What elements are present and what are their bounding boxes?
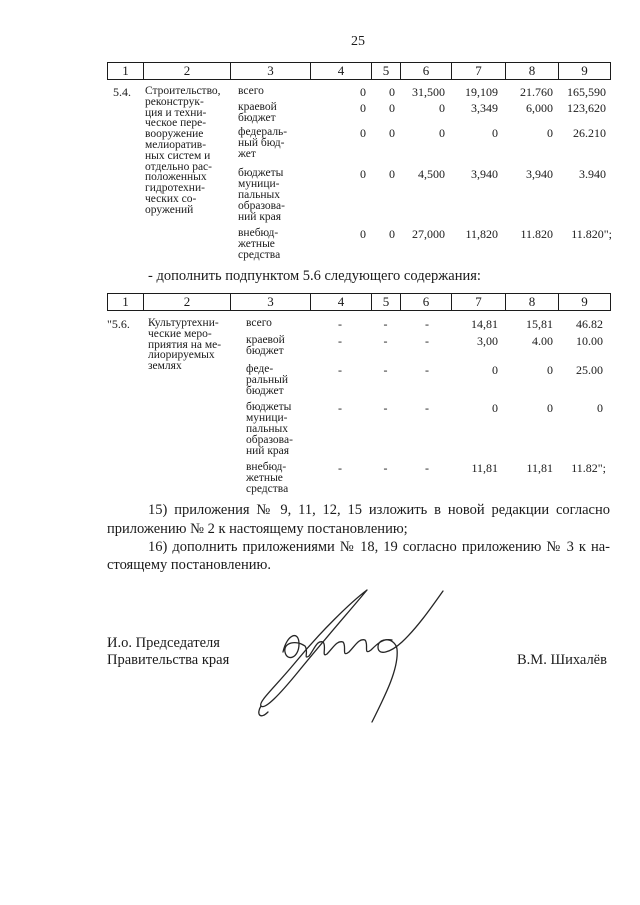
value-col-5: -	[383, 461, 388, 475]
table-row	[0, 167, 640, 223]
signature-stroke	[259, 706, 268, 716]
value-col-4: 0	[360, 167, 366, 181]
value-col-5: 0	[389, 126, 395, 140]
value-col-8: 11.820	[520, 227, 553, 241]
table-header-cell: 8	[506, 294, 559, 310]
table-row	[0, 363, 640, 397]
value-col-4: 0	[360, 227, 366, 241]
table-header-cell: 1	[108, 63, 144, 79]
funding-source-label: внебюд- жетные средства	[238, 227, 281, 261]
value-col-8: 3,940	[526, 167, 553, 181]
funding-source-label: федераль- ный бюд- жет	[238, 126, 288, 160]
value-col-6: 27,000	[412, 227, 445, 241]
funding-source-label: феде- ральный бюджет	[246, 363, 288, 397]
value-col-5: -	[383, 401, 388, 415]
value-col-5: 0	[389, 85, 395, 99]
table-header-cell: 4	[311, 63, 372, 79]
funding-source-label: бюджеты муници- пальных образова- ний края	[246, 401, 293, 457]
value-col-6: 0	[439, 101, 445, 115]
value-col-7: 3,940	[471, 167, 498, 181]
value-col-4: 0	[360, 85, 366, 99]
value-col-6: -	[425, 461, 429, 475]
value-col-4: -	[338, 334, 342, 348]
page-number: 25	[351, 34, 365, 49]
value-col-6: 4,500	[418, 167, 445, 181]
signature	[250, 580, 450, 730]
signatory-position: И.о. Председателя	[107, 635, 220, 651]
table-row	[0, 86, 640, 98]
funding-source-label: внебюд- жетные средства	[246, 461, 289, 495]
table-header-cell: 2	[144, 63, 231, 79]
measure-name: Культуртехни- ческие меро- приятия на ме- лиорируемых землях	[148, 317, 222, 373]
value-col-8: 6,000	[526, 101, 553, 115]
value-col-9: 11.82";	[571, 461, 606, 475]
value-col-9: 165,590	[567, 85, 606, 99]
value-col-9: 26.210	[573, 126, 606, 140]
table-header-cell: 5	[372, 63, 401, 79]
paragraph-line: приложению № 2 к настоящему постановлению;	[107, 521, 408, 537]
value-col-5: -	[383, 317, 388, 331]
value-col-9: 3.940	[579, 167, 606, 181]
signatory-position: Правительства края	[107, 652, 230, 668]
table-header-cell: 7	[452, 294, 506, 310]
table-header-cell: 3	[231, 63, 311, 79]
table-header-cell: 4	[311, 294, 372, 310]
value-col-8: 15,81	[526, 317, 553, 331]
table-header-row	[107, 293, 611, 311]
signature-stroke	[283, 636, 392, 658]
table-header-cell: 7	[452, 63, 506, 79]
funding-source-label: всего	[238, 85, 264, 97]
value-col-5: -	[383, 334, 388, 348]
table-header-cell: 2	[144, 294, 231, 310]
table-header-cell: 8	[506, 63, 559, 79]
value-col-9: 0	[597, 401, 603, 415]
signatory-name: В.М. Шихалёв	[517, 652, 607, 668]
value-col-4: 0	[360, 126, 366, 140]
table-row	[0, 318, 640, 330]
paragraph-line: 16) дополнить приложениями № 18, 19 согласно приложению № 3 к на-	[148, 539, 610, 555]
table-row	[0, 401, 640, 457]
value-col-5: 0	[389, 167, 395, 181]
table-row	[0, 334, 640, 357]
table-header-cell: 5	[372, 294, 401, 310]
item-number: 5.4.	[113, 85, 131, 99]
value-col-8: 0	[547, 363, 553, 377]
funding-source-label: всего	[246, 317, 272, 329]
paragraph-line: стоящему постановлению.	[107, 557, 271, 573]
item-number: "5.6.	[107, 317, 130, 331]
value-col-6: -	[425, 317, 429, 331]
amendment-note: - дополнить подпунктом 5.6 следующего содержания:	[148, 268, 481, 284]
value-col-7: 11,820	[465, 227, 498, 241]
table-row	[0, 227, 640, 261]
value-col-5: -	[383, 363, 388, 377]
table-header-cell: 6	[401, 63, 452, 79]
value-col-4: -	[338, 363, 342, 377]
value-col-7: 0	[492, 126, 498, 140]
value-col-7: 0	[492, 363, 498, 377]
table-header-cell: 6	[401, 294, 452, 310]
value-col-7: 19,109	[465, 85, 498, 99]
value-col-9: 25.00	[576, 363, 603, 377]
value-col-6: 31,500	[412, 85, 445, 99]
table-header-cell: 9	[581, 294, 588, 309]
value-col-5: 0	[389, 101, 395, 115]
table-header-cell: 3	[231, 294, 311, 310]
value-col-7: 14,81	[471, 317, 498, 331]
value-col-7: 3,00	[477, 334, 498, 348]
value-col-6: -	[425, 363, 429, 377]
table-header-row	[107, 62, 611, 80]
measure-name: Строительство, реконструк- ция и техни- ческое пере- вооружение мелиоратив- ных систем и отдельно рас- положенных гидротехни- ческих со- оружений	[145, 85, 221, 216]
value-col-7: 11,81	[471, 461, 498, 475]
value-col-9: 11.820";	[571, 227, 612, 241]
table-row	[0, 126, 640, 160]
table-row	[0, 461, 640, 495]
value-col-6: -	[425, 401, 429, 415]
table-header-cell: 1	[108, 294, 144, 310]
value-col-7: 0	[492, 401, 498, 415]
value-col-4: 0	[360, 101, 366, 115]
value-col-6: 0	[439, 126, 445, 140]
value-col-8: 11,81	[526, 461, 553, 475]
table-header-cell: 9	[581, 63, 588, 78]
value-col-8: 21.760	[520, 85, 553, 99]
value-col-9: 123,620	[567, 101, 606, 115]
value-col-4: -	[338, 461, 342, 475]
funding-source-label: краевой бюджет	[246, 334, 285, 357]
value-col-8: 0	[547, 126, 553, 140]
funding-source-label: краевой бюджет	[238, 101, 277, 124]
value-col-4: -	[338, 317, 342, 331]
paragraph-line: 15) приложения № 9, 11, 12, 15 изложить в новой редакции согласно	[148, 502, 610, 518]
value-col-5: 0	[389, 227, 395, 241]
signature-stroke	[372, 591, 443, 722]
value-col-6: -	[425, 334, 429, 348]
value-col-7: 3,349	[471, 101, 498, 115]
value-col-8: 0	[547, 401, 553, 415]
value-col-8: 4.00	[532, 334, 553, 348]
value-col-9: 46.82	[576, 317, 603, 331]
funding-source-label: бюджеты муници- пальных образова- ний края	[238, 167, 285, 223]
value-col-4: -	[338, 401, 342, 415]
table-row	[0, 101, 640, 124]
value-col-9: 10.00	[576, 334, 603, 348]
